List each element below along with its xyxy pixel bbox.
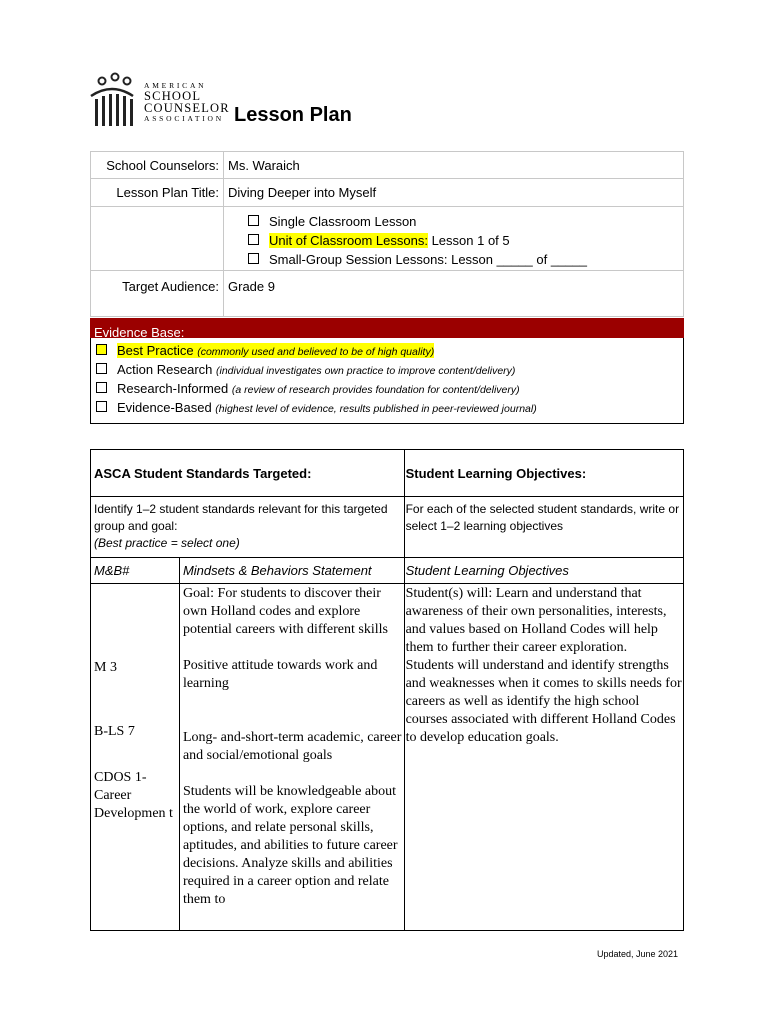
evidence-option-action-research[interactable] xyxy=(96,362,515,377)
evidence-note: (commonly used and believed to be of high quality) xyxy=(197,346,435,358)
lesson-type-label-cell xyxy=(91,207,224,271)
plan-title-label: Lesson Plan Title: xyxy=(91,179,224,207)
mb-code: CDOS 1- Career Developmen t xyxy=(94,770,173,821)
counselors-label: School Counselors: xyxy=(91,152,224,179)
evidence-base-header xyxy=(90,318,684,338)
evidence-option-evidence-based[interactable] xyxy=(96,400,537,415)
logo-line-association: ASSOCIATION xyxy=(144,113,224,123)
evidence-option-research-informed[interactable] xyxy=(96,381,520,396)
evidence-note: (a review of research provides foundation for content/delivery) xyxy=(231,384,520,396)
learning-objective: Students will understand and identify strengths and weaknesses when it comes to skills needs for careers as well as identify the high school courses associated with different Holland Codes to develop education goals. xyxy=(405,658,682,745)
option-unit-detail: Lesson 1 of 5 xyxy=(427,233,510,248)
lesson-type-options xyxy=(224,207,684,271)
evidence-label: Research-Informed xyxy=(117,381,229,396)
mb-statement: Long- and-short-term academic, career and social/emotional goals xyxy=(182,730,402,763)
evidence-note: (highest level of evidence, results published in peer-reviewed journal) xyxy=(215,403,537,415)
goal-statement: Goal: For students to discover their own Holland codes and explore potential careers with different skills xyxy=(182,586,388,637)
learning-objective: Student(s) will: Learn and understand that awareness of their own personalities, interests, and values based on Holland Codes will help them to further their career exploration. xyxy=(405,586,667,655)
mb-code: B-LS 7 xyxy=(94,724,135,739)
evidence-label: Evidence-Based xyxy=(117,400,212,415)
evidence-label: Action Research xyxy=(117,362,213,377)
option-single[interactable] xyxy=(248,212,683,231)
checkbox-icon[interactable] xyxy=(96,363,107,374)
standards-instruction-text: Identify 1–2 student standards relevant for this targeted group and goal: xyxy=(94,502,388,533)
logo-line-american: AMERICAN xyxy=(144,81,207,90)
option-unit[interactable] xyxy=(248,231,683,250)
plan-title-value: Diving Deeper into Myself xyxy=(224,179,684,207)
objectives-instructions: For each of the selected student standards, write or select 1–2 learning objectives xyxy=(404,497,683,558)
checkbox-icon[interactable] xyxy=(96,382,107,393)
mb-codes-cell xyxy=(91,584,180,931)
mb-statement: Positive attitude towards work and learning xyxy=(182,658,378,691)
checkbox-icon[interactable] xyxy=(96,401,107,412)
mb-code: M 3 xyxy=(94,660,117,675)
evidence-option-best-practice[interactable] xyxy=(96,343,434,358)
lesson-info-table xyxy=(90,151,684,317)
objectives-cell xyxy=(404,584,683,931)
option-single-label: Single Classroom Lesson xyxy=(269,214,417,229)
footer-updated: Updated, June 2021 xyxy=(597,949,679,959)
standards-instruction-note: (Best practice = select one) xyxy=(94,536,240,550)
checkbox-icon[interactable] xyxy=(248,253,259,264)
asca-logo-text xyxy=(144,82,230,122)
checkbox-icon[interactable] xyxy=(248,234,259,245)
standards-header: ASCA Student Standards Targeted: xyxy=(91,450,405,497)
option-small-group-label: Small-Group Session Lessons: Lesson _____ of _____ xyxy=(269,252,587,267)
audience-value: Grade 9 xyxy=(224,271,684,317)
audience-label: Target Audience: xyxy=(91,271,224,317)
col-mb-number: M&B# xyxy=(91,558,180,584)
col-statement: Mindsets & Behaviors Statement xyxy=(179,558,404,584)
logo-line-counselor: COUNSELOR xyxy=(144,101,230,115)
page-title: Lesson Plan xyxy=(234,104,352,126)
option-small-group[interactable] xyxy=(248,250,683,269)
objectives-header: Student Learning Objectives: xyxy=(404,450,683,497)
evidence-note: (individual investigates own practice to improve content/delivery) xyxy=(216,365,516,377)
standards-table xyxy=(90,449,684,931)
standards-instructions xyxy=(91,497,405,558)
option-unit-label: Unit of Classroom Lessons: xyxy=(269,233,428,248)
evidence-label: Best Practice xyxy=(117,343,194,358)
evidence-base-title: Evidence Base: xyxy=(94,325,185,338)
asca-logo-icon xyxy=(89,72,135,128)
mb-statements-cell xyxy=(179,584,404,931)
checkbox-icon[interactable] xyxy=(248,215,259,226)
counselors-value: Ms. Waraich xyxy=(224,152,684,179)
checked-checkbox-icon[interactable] xyxy=(96,344,107,355)
col-objectives: Student Learning Objectives xyxy=(404,558,683,584)
mb-statement: Students will be knowledgeable about the world of work, explore career options, and relate personal skills, aptitudes, and abilities to future career decisions. Analyze skills and abilities required in a career option and relate them to xyxy=(182,784,398,907)
logo-line-school: SCHOOL xyxy=(144,88,202,103)
evidence-base-options xyxy=(90,338,684,424)
